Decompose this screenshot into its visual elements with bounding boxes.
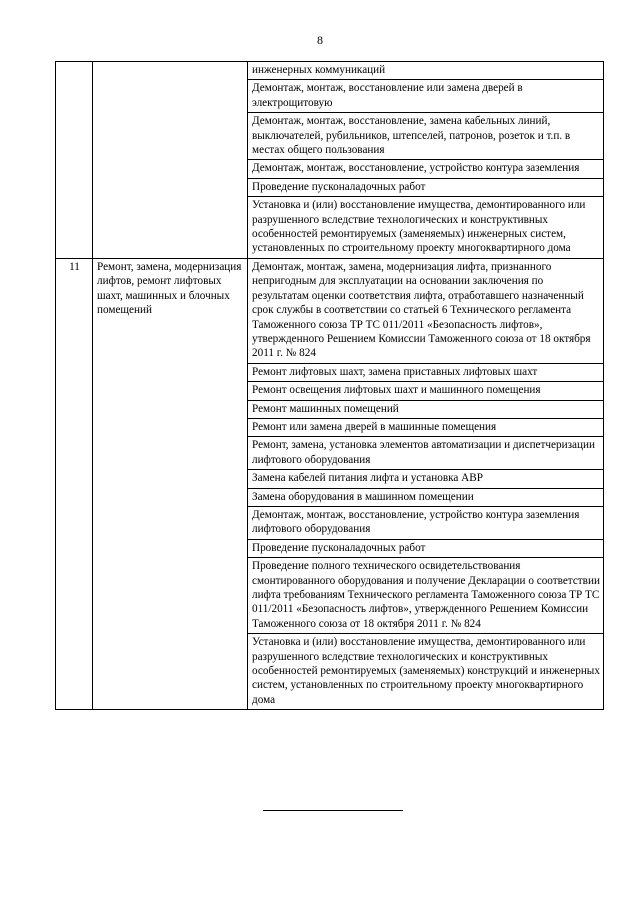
section-number: 11 [56, 258, 93, 709]
work-cell: Демонтаж, монтаж, восстановление, замена кабельных линий, выключателей, рубильников, штепселей, патронов, розеток и т.п. в местах общего пользования [248, 113, 604, 160]
section-name: Ремонт, замена, модернизация лифтов, ремонт лифтовых шахт, машинных и блочных помещений [93, 258, 248, 709]
works-table [55, 61, 604, 710]
name-cell-empty [93, 62, 248, 259]
table-row [56, 62, 604, 80]
work-cell: Демонтаж, монтаж, восстановление, устройство контура заземления [248, 160, 604, 178]
work-cell: Ремонт освещения лифтовых шахт и машинного помещения [248, 382, 604, 400]
work-cell: Демонтаж, монтаж, восстановление, устройство контура заземления лифтового оборудования [248, 506, 604, 539]
work-cell: Проведение пусконаладочных работ [248, 178, 604, 196]
footnote-divider [263, 810, 403, 811]
work-cell: Замена кабелей питания лифта и установка АВР [248, 470, 604, 488]
number-cell-empty [56, 62, 93, 259]
work-cell: Замена оборудования в машинном помещении [248, 488, 604, 506]
work-cell: Ремонт машинных помещений [248, 400, 604, 418]
work-cell: Ремонт, замена, установка элементов автоматизации и диспетчеризации лифтового оборудования [248, 437, 604, 470]
work-cell: Проведение пусконаладочных работ [248, 539, 604, 557]
work-cell: Ремонт лифтовых шахт, замена приставных лифтовых шахт [248, 363, 604, 381]
work-cell: Демонтаж, монтаж, замена, модернизация лифта, признанного непригодным для эксплуатации на основании заключения по результатам оценки соответствия лифта, отработавшего назначенный срок службы в соответствии со статьей 6 Технического регламента Таможенного союза ТР ТС 011/2011 «Безопасность лифтов», утвержденного Решением Комиссии Таможенного союза от 18 октября 2011 г. № 824 [248, 258, 604, 363]
work-cell: Проведение полного технического освидетельствования смонтированного оборудования и получение Декларации о соответствии лифта требованиям Технического регламента Таможенного союза ТР ТС 011/2011 «Безопасность лифтов», утвержденного Решением Комиссии Таможенного союза от 18 октября 2011 г. № 824 [248, 558, 604, 634]
work-cell: Ремонт или замена дверей в машинные помещения [248, 418, 604, 436]
work-cell: Установка и (или) восстановление имущества, демонтированного или разрушенного вследствие технологических и конструктивных особенностей ремонтируемых (заменяемых) конструкций и инженерных систем, установленных по строительному проекту многоквартирного дома [248, 634, 604, 710]
page-number: 8 [317, 33, 323, 47]
table-row [56, 258, 604, 363]
work-cell: Установка и (или) восстановление имущества, демонтированного или разрушенного вследствие технологических и конструктивных особенностей ремонтируемых (заменяемых) инженерных систем, установленных по строительному проекту многоквартирного дома [248, 197, 604, 259]
work-cell: инженерных коммуникаций [248, 62, 604, 80]
work-cell: Демонтаж, монтаж, восстановление или замена дверей в электрощитовую [248, 80, 604, 113]
